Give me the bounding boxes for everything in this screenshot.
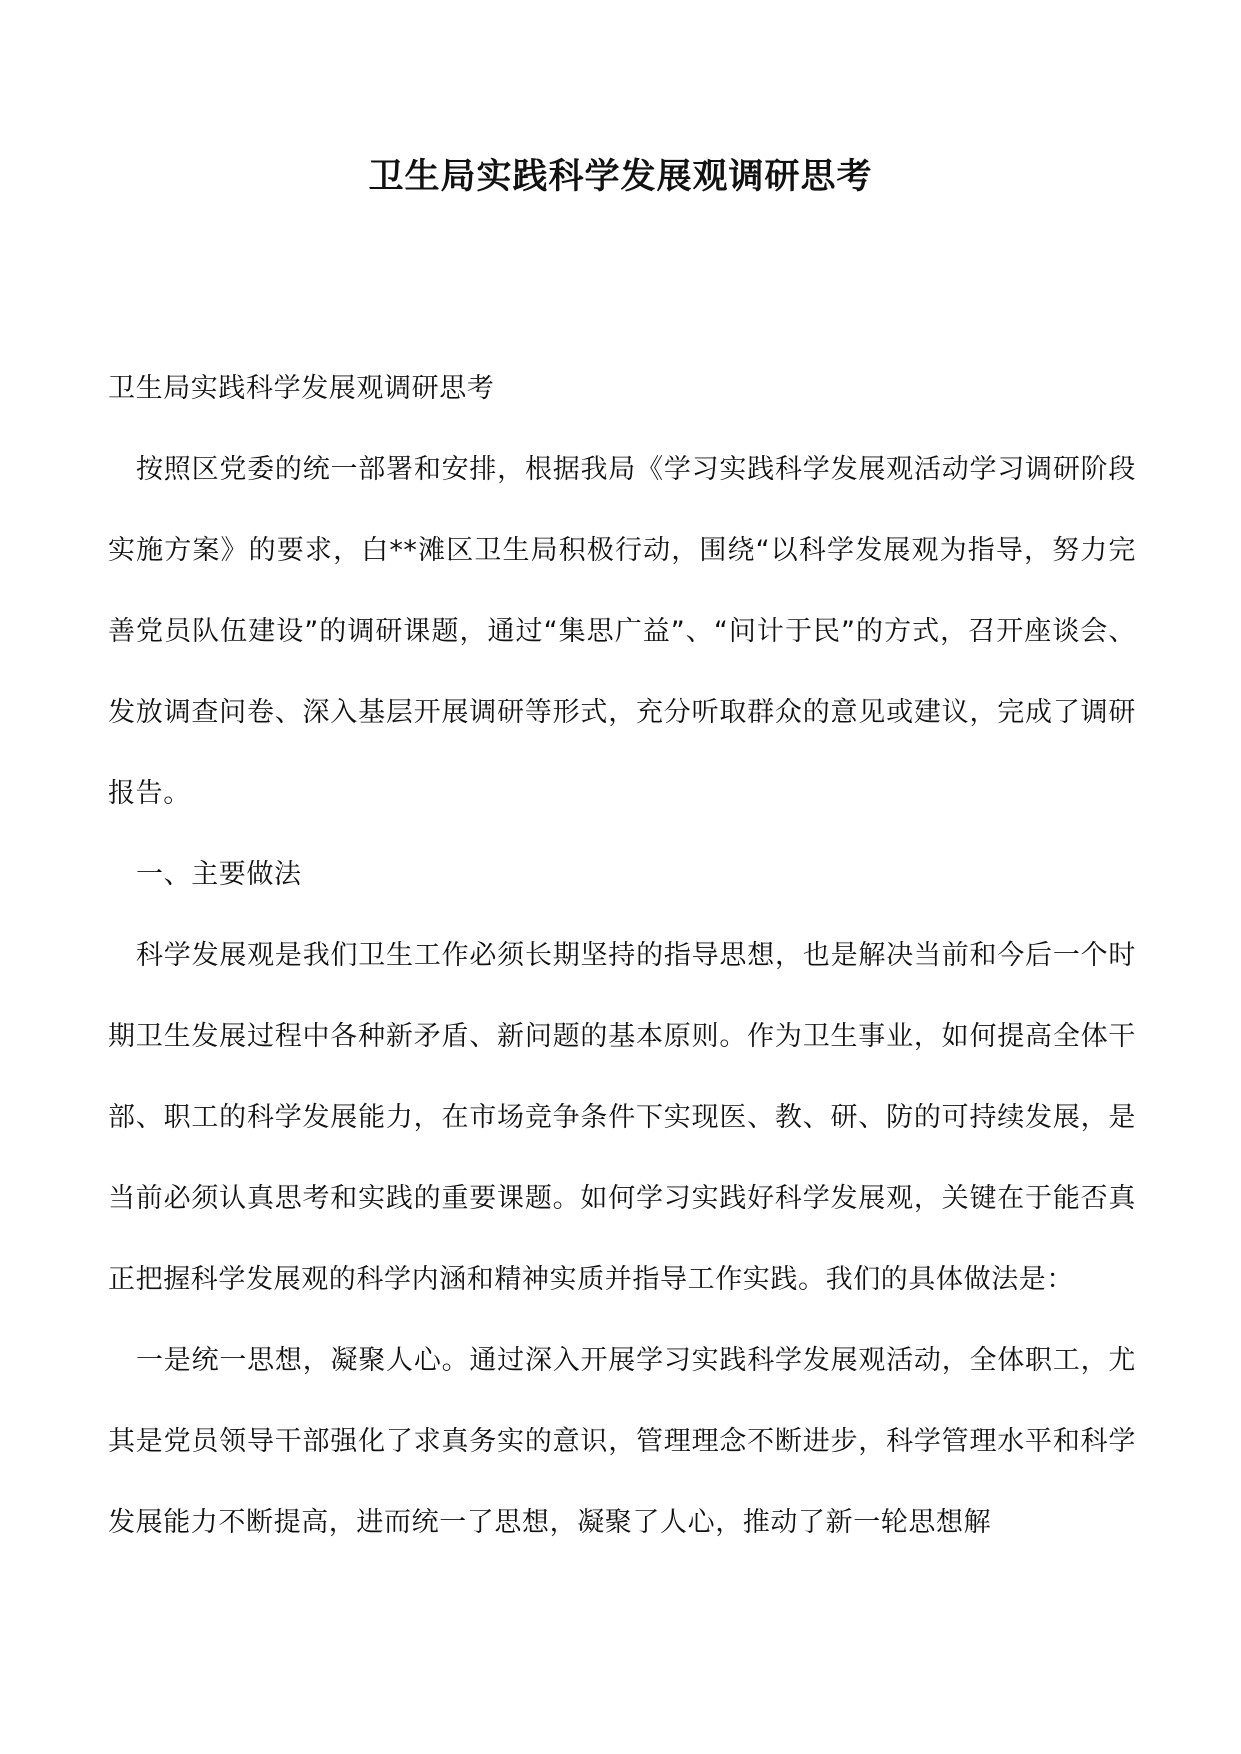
paragraph-intro: 按照区党委的统一部署和安排，根据我局《学习实践科学发展观活动学习调研阶段实施方案》的要求，白**滩区卫生局积极行动，围绕“以科学发展观为指导，努力完善党员队伍建设”的调研课题，通过“集思广益”、“问计于民”的方式，召开座谈会、发放调查问卷、深入基层开展调研等形式，充分听取群众的意见或建议，完成了调研报告。 bbox=[108, 454, 1136, 809]
document-title: 卫生局实践科学发展观调研思考 bbox=[368, 156, 873, 197]
document-body bbox=[108, 348, 1136, 1563]
paragraph-scientific-outlook: 科学发展观是我们卫生工作必须长期坚持的指导思想，也是解决当前和今后一个时期卫生发展过程中各种新矛盾、新问题的基本原则。作为卫生事业，如何提高全体干部、职工的科学发展能力，在市场竞争条件下实现医、教、研、防的可持续发展，是当前必须认真思考和实践的重要课题。如何学习实践好科学发展观，关键在于能否真正把握科学发展观的科学内涵和精神实质并指导工作实践。我们的具体做法是： bbox=[108, 940, 1136, 1295]
document-subtitle: 卫生局实践科学发展观调研思考 bbox=[108, 373, 495, 404]
section-heading-main-practices: 一、主要做法 bbox=[136, 859, 302, 890]
paragraph-unify-thinking: 一是统一思想，凝聚人心。通过深入开展学习实践科学发展观活动，全体职工，尤其是党员领导干部强化了求真务实的意识，管理理念不断进步，科学管理水平和科学发展能力不断提高，进而统一了思想，凝聚了人心，推动了新一轮思想解 bbox=[108, 1345, 1136, 1538]
